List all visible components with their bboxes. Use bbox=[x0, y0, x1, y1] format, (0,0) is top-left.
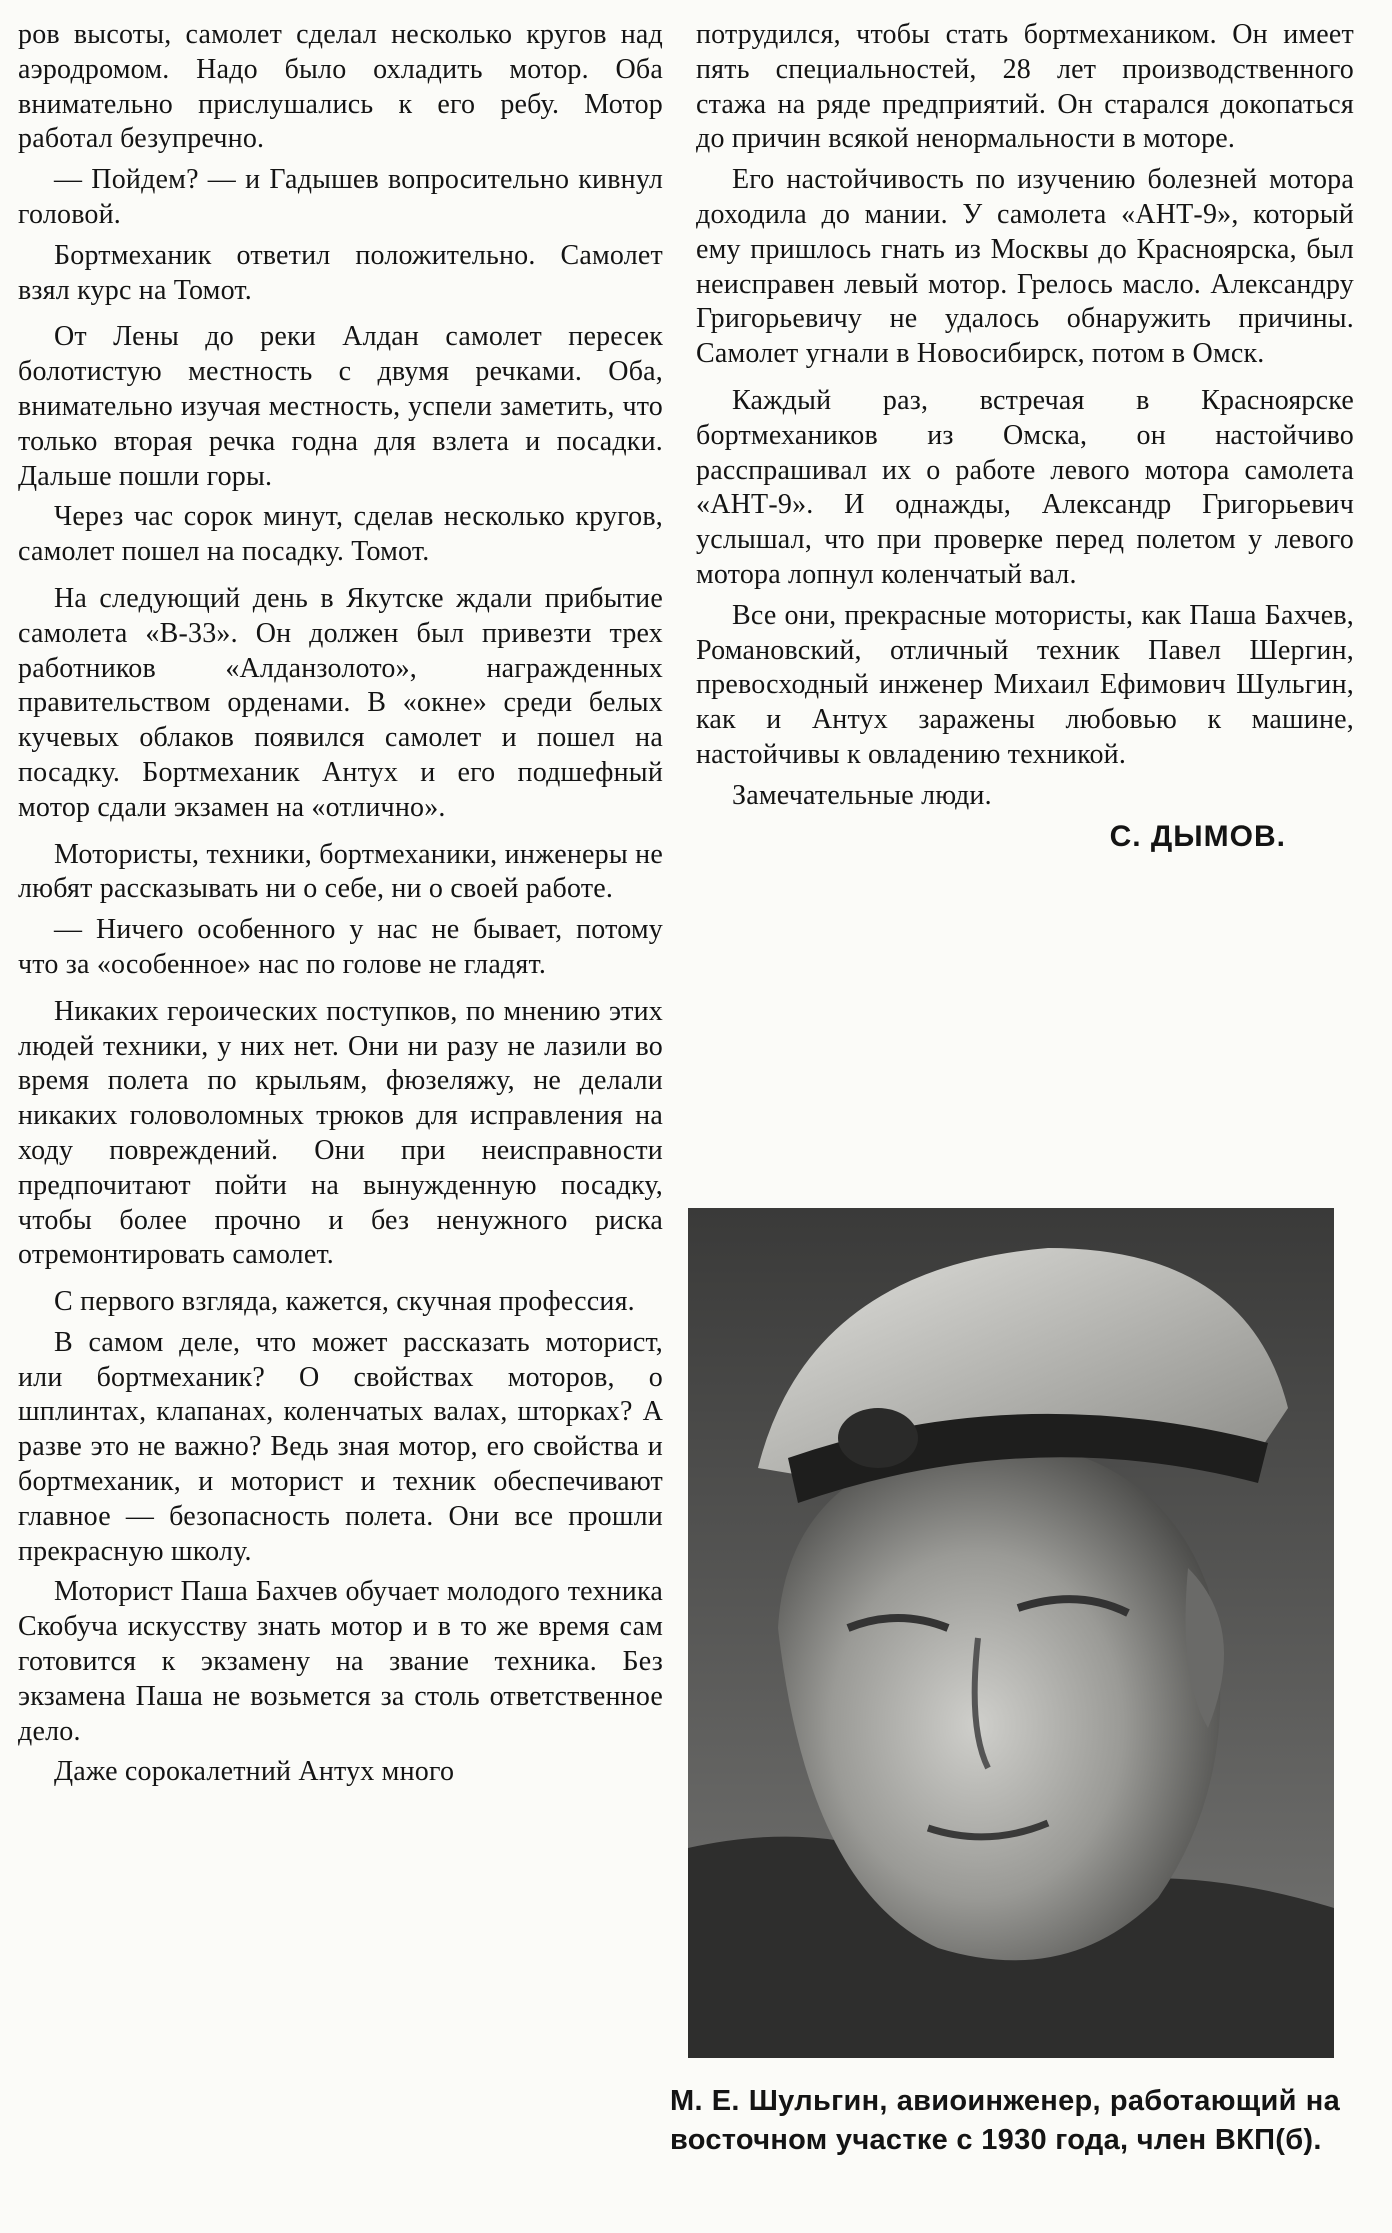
paragraph: Моторист Паша Бахчев обучает молодого техника Скобуча искусству знать мотор и в то же время сам готовится к экзамену на звание техника. Без экзамена Паша не возьмется за столь ответственное дело. bbox=[18, 1576, 663, 1747]
paragraph: Бортмеханик ответил положительно. Самолет взял курс на Томот. bbox=[18, 239, 663, 306]
paragraph: На следующий день в Якутске ждали прибытие самолета «В-33». Он должен был привезти трех работников «Алданзолото», награжденных правительством орденами. В «окне» среди белых кучевых облаков появился самолет и пошел на посадку. Бортмеханик Антух и его подшефный мотор сдали экзамен на «отлично». bbox=[18, 582, 663, 823]
portrait-photo bbox=[688, 1208, 1334, 2058]
paragraph: ров высоты, самолет сделал несколько кругов над аэродромом. Надо было охладить мотор. Оба внимательно прислушались к его ребу. Мотор работал безупречно. bbox=[18, 19, 663, 155]
paragraph: В самом деле, что может рассказать моторист, или бортмеханик? О свойствах моторов, о шплинтах, клапанах, коленчатых валах, шторках? А разве это не важно? Ведь зная мотор, его свойства и бортмеханик, и моторист и техник обеспечивают главное — безопасность полета. Они все прошли прекрасную школу. bbox=[18, 1326, 663, 1567]
paragraph: — Ничего особенного у нас не бывает, потому что за «особенное» нас по голове не гладят. bbox=[18, 914, 663, 980]
paragraph: Все они, прекрасные мотористы, как Паша Бахчев, Романовский, отличный техник Павел Шергин, превосходный инженер Михаил Ефимович Шульгин, как и Антух заражены любовью к машине, настойчивы к овладению техникой. bbox=[696, 599, 1354, 770]
paragraph: Никаких героических поступков, по мнению этих людей техники, у них нет. Они ни разу не лазили во время полета по крыльям, фюзеляжу, не делали никаких головоломных трюков для исправления на ходу повреждений. Они при неисправности предпочитают пойти на вынужденную посадку, чтобы более прочно и без ненужного риска отремонтировать самолет. bbox=[18, 995, 663, 1271]
paragraph: Через час сорок минут, сделав несколько кругов, самолет пошел на посадку. Томот. bbox=[18, 501, 663, 568]
paragraph: Замечательные люди. bbox=[732, 779, 992, 811]
left-column bbox=[18, 18, 663, 1796]
paragraph: — Пойдем? — и Гадышев вопросительно кивнул головой. bbox=[18, 164, 663, 230]
paragraph: потрудился, чтобы стать бортмехаником. Он имеет пять специальностей, 28 лет производственного стажа на ряде предприятий. Он старался докопаться до причин всякой ненормальности в моторе. bbox=[696, 19, 1354, 155]
paragraph: Даже сорокалетний Антух много bbox=[54, 1756, 455, 1788]
paragraph: Мотористы, техники, бортмеханики, инженеры не любят рассказывать ни о себе, ни о своей работе. bbox=[18, 838, 663, 905]
author-signature: С. ДЫМОВ. bbox=[1109, 819, 1286, 853]
paragraph: От Лены до реки Алдан самолет пересек болотистую местность с двумя речками. Оба, внимательно изучая местность, успели заметить, что только вторая речка годна для взлета и посадки. Дальше пошли горы. bbox=[18, 321, 663, 492]
paragraph: С первого взгляда, кажется, скучная профессия. bbox=[54, 1286, 635, 1318]
paragraph: Каждый раз, встречая в Красноярске бортмехаников из Омска, он настойчиво расспрашивал их о работе левого мотора самолета «АНТ-9». И однажды, Александр Григорьевич услышал, что при проверке перед полетом у левого мотора лопнул коленчатый вал. bbox=[696, 384, 1354, 590]
right-column bbox=[696, 18, 1354, 854]
paragraph: Его настойчивость по изучению болезней мотора доходила до мании. У самолета «АНТ-9», который ему пришлось гнать из Москвы до Красноярска, был неисправен левый мотор. Грелось масло. Александру Григорьевичу не удалось обнаружить причины. Самолет угнали в Новосибирск, потом в Омск. bbox=[696, 164, 1354, 370]
photo-caption: М. Е. Шульгин, авиоинженер, работающий на восточном участке с 1930 года, член ВКП(б). bbox=[670, 2085, 1340, 2156]
portrait-illustration bbox=[688, 1208, 1334, 2058]
